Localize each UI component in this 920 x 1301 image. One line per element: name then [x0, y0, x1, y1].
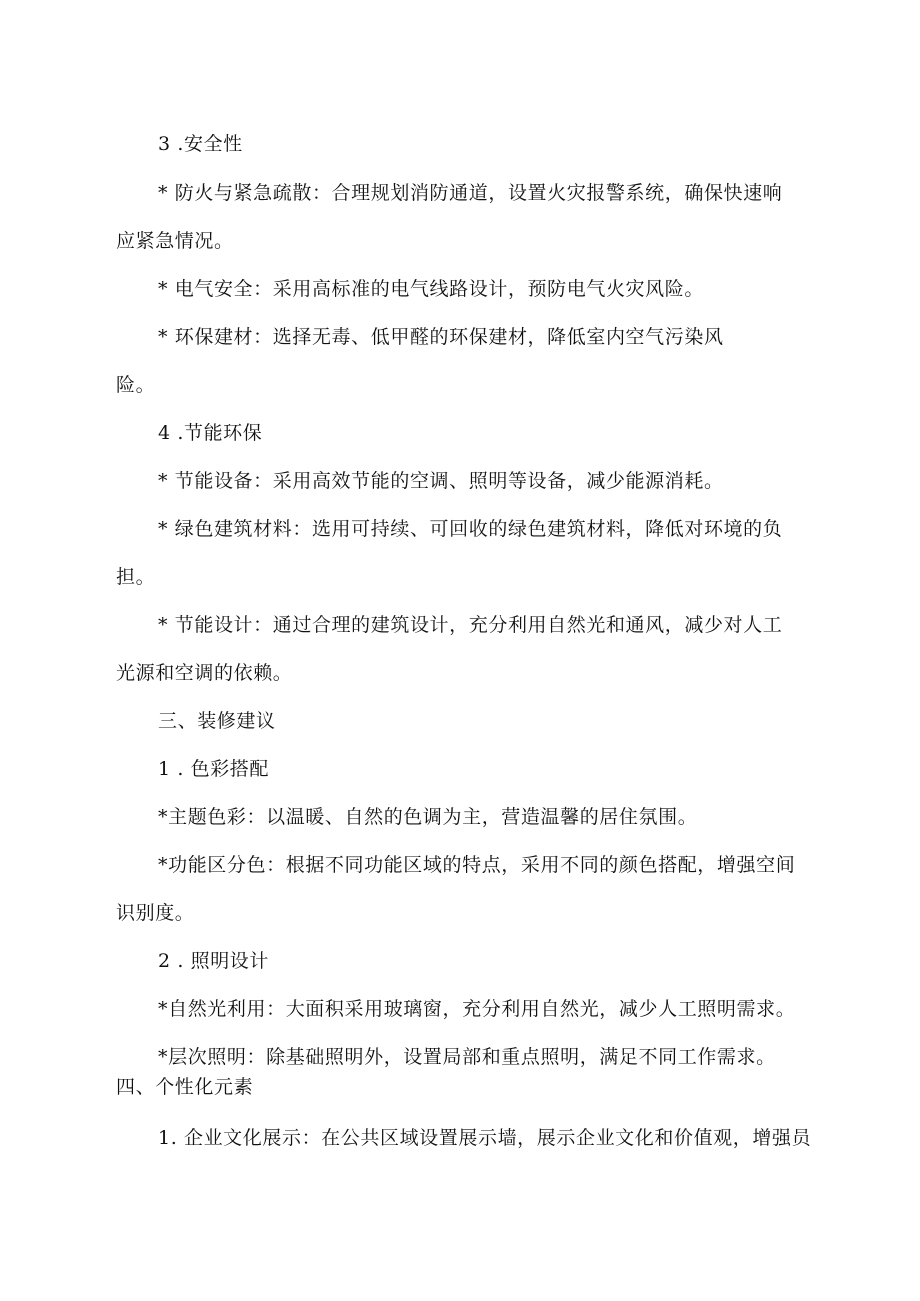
paragraph-line: * 节能设备：采用高效节能的空调、照明等设备，减少能源消耗。	[158, 470, 724, 492]
paragraph-line: 识别度。	[116, 902, 195, 924]
paragraph-line: *自然光利用：大面积采用玻璃窗，充分利用自然光，减少人工照明需求。	[158, 998, 796, 1020]
paragraph-line: *主题色彩：以温暖、自然的色调为主，营造温馨的居住氛围。	[158, 806, 698, 828]
section-heading-safety: 3 .安全性	[158, 133, 243, 155]
paragraph-line: 光源和空调的依赖。	[116, 662, 293, 684]
section-heading-color: 1 . 色彩搭配	[158, 758, 270, 780]
section-heading-energy: 4 .节能环保	[158, 422, 263, 444]
paragraph-line: *层次照明：除基础照明外，设置局部和重点照明，满足不同工作需求。	[158, 1046, 776, 1068]
paragraph-line: 担。	[116, 566, 156, 588]
paragraph-line: * 防火与紧急疏散：合理规划消防通道，设置火灾报警系统，确保快速响	[158, 182, 783, 204]
section-heading-lighting: 2 . 照明设计	[158, 950, 270, 972]
paragraph-line: * 节能设计：通过合理的建筑设计，充分利用自然光和通风，减少对人工	[158, 614, 783, 636]
paragraph-line: 1. 企业文化展示：在公共区域设置展示墙，展示企业文化和价值观，增强员	[158, 1127, 812, 1149]
paragraph-line: 应紧急情况。	[116, 230, 234, 252]
paragraph-line: *功能区分色：根据不同功能区域的特点，采用不同的颜色搭配，增强空间	[158, 854, 796, 876]
paragraph-line: 险。	[116, 374, 156, 396]
chapter-heading-decoration: 三、装修建议	[158, 710, 276, 732]
paragraph-line: * 电气安全：采用高标准的电气线路设计，预防电气火灾风险。	[158, 278, 704, 300]
paragraph-line: * 绿色建筑材料：选用可持续、可回收的绿色建筑材料，降低对环境的负	[158, 518, 783, 540]
paragraph-line: * 环保建材：选择无毒、低甲醛的环保建材，降低室内空气污染风	[158, 326, 724, 348]
chapter-heading-personalization: 四、个性化元素	[116, 1076, 254, 1098]
